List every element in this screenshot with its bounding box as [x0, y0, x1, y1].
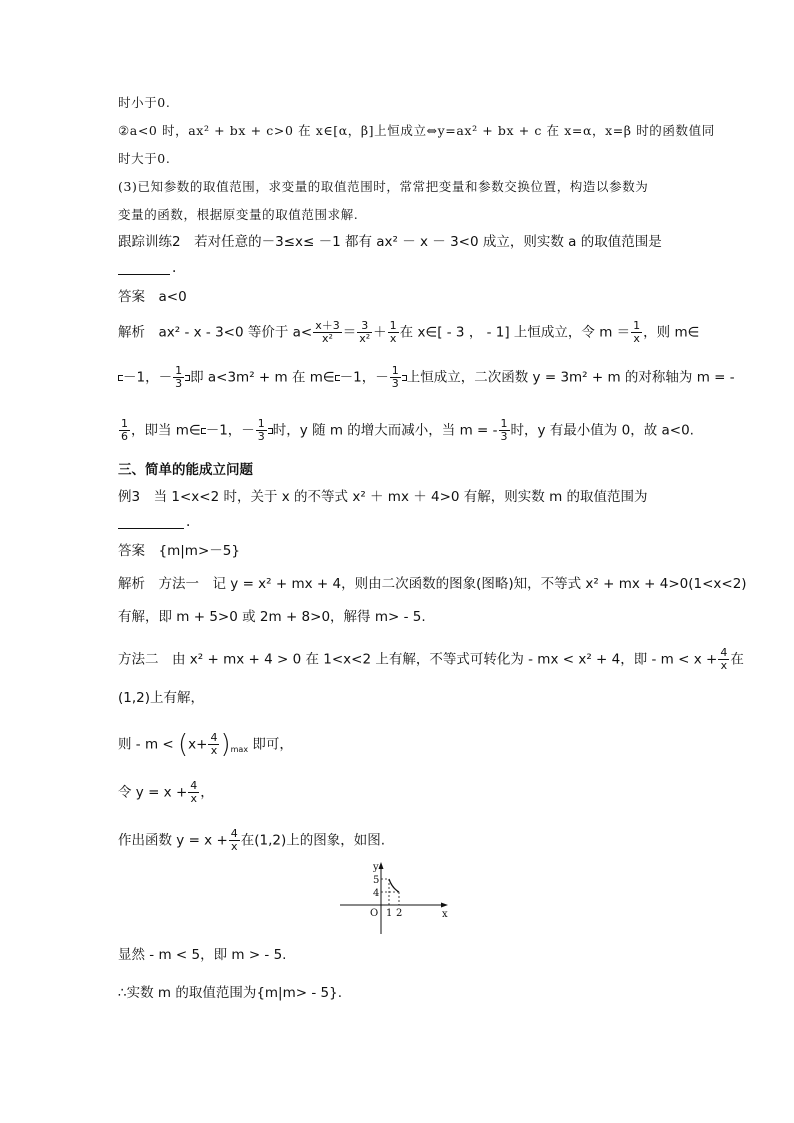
fraction: $\frac{4}{x}$ [720, 646, 728, 672]
fraction: $\frac{4}{x}$ [190, 779, 198, 805]
fraction: $\frac{1}{3}$ [175, 364, 183, 390]
analysis-text: 解析 ax² - x - 3<0 等价于 a< [118, 324, 313, 341]
fraction: $\frac{3}{\text{x²}}$ [359, 319, 371, 345]
analysis-text: 在 x∈[ - 3 ， - 1] 上恒成立，令 m ＝ [399, 324, 631, 341]
analysis-text: 即 a<3m² + m 在 m∈ [190, 369, 335, 386]
text-line: 时小于0. [118, 95, 171, 110]
y-axis-arrow [379, 862, 384, 869]
method2-line-2: (1,2)上有解， [118, 690, 205, 706]
method2-text: 方法二 由 x² + mx + 4 > 0 在 1<x<2 上有解，不等式可转化为 - mx < x² + 4，即 - m < x + [118, 651, 718, 668]
example-question: 例3 当 1<x<2 时，关于 x 的不等式 x² ＋ mx ＋ 4>0 有解，则实数 m 的取值范围为 [118, 489, 648, 505]
analysis-text: 上恒成立，二次函数 y = 3m² + m 的对称轴为 m = - [406, 369, 735, 386]
analysis-text: ，即当 m∈ [131, 422, 201, 439]
method2-line-3: 则 - m < (x+ $\frac{4}{x}$ )$_{max}$ 即可， [118, 729, 293, 760]
fraction: $\frac{x+3}{\text{x²}}$ [315, 319, 340, 345]
analysis-text: 时，y 有最小值为 0，故 a<0. [510, 422, 694, 439]
period: . [186, 514, 191, 530]
method2-text: 即可， [252, 736, 293, 753]
text-line: 时大于0. [118, 151, 171, 166]
method1-line-1: 解析 方法一 记 y = x² + mx + 4，则由二次函数的图象(图略)知，不等式 x² + mx + 4>0(1<x<2) [118, 576, 747, 592]
origin-label: O [370, 908, 379, 919]
text-line: 变量的函数，根据原变量的取值范围求解. [118, 207, 359, 222]
analysis-line-1: 解析 ax² - x - 3<0 等价于 a< $\frac{x+3}{\text{x²}}$ ＝ $\frac{3}{\text{x²}}$ ＋ $\frac{1}{x}$ 在 x∈[ - 3 ， - 1] 上恒成立，令 m ＝ $\frac{1}{x}$ ，则 m∈ [118, 319, 700, 345]
section-heading: 三、简单的能成立问题 [118, 462, 253, 478]
fraction: $\frac{4}{x}$ [210, 731, 218, 757]
x-axis-label: x [442, 909, 448, 920]
tick-label-x: 2 [396, 908, 403, 919]
training-question: 跟踪训练2 若对任意的－3≤x≤ －1 都有 ax² － x － 3<0 成立，则实数 a 的取值范围是 [118, 234, 662, 250]
fraction: $\frac{1}{3}$ [257, 417, 265, 443]
tick-label-y: 4 [373, 888, 380, 899]
answer-blank [118, 528, 184, 529]
method2-line-1: 方法二 由 x² + mx + 4 > 0 在 1<x<2 上有解，不等式可转化为 - mx < x² + 4，即 - m < x + $\frac{4}{x}$ 在 [118, 646, 744, 672]
fraction: $\frac{1}{6}$ [121, 417, 128, 443]
fraction: $\frac{1}{3}$ [500, 417, 508, 443]
method1-line-2: 有解，即 m + 5>0 或 2m + 8>0，解得 m> - 5. [118, 609, 426, 625]
text-line: (3)已知参数的取值范围，求变量的取值范围时，常常把变量和参数交换位置，构造以参数为 [118, 179, 649, 194]
answer-line: 答案 {m|m>－5} [118, 543, 240, 559]
method2-line-4: 令 y = x + $\frac{4}{x}$ ， [118, 779, 214, 805]
function-graph [340, 858, 455, 938]
conclusion-line-1: 显然 - m < 5，即 m > - 5. [118, 947, 287, 963]
tick-label-x: 1 [386, 908, 393, 919]
tick-label-y: 5 [373, 875, 380, 886]
text-line: ②a<0 时，ax² + bx + c>0 在 x∈[α，β]上恒成立⇔y=ax² + bx + c 在 x=α，x=β 时的函数值同 [118, 123, 715, 138]
x-axis-arrow [441, 903, 448, 908]
method2-line-5: 作出函数 y = x + $\frac{4}{x}$ 在(1,2)上的图象，如图. [118, 827, 386, 853]
fraction: $\frac{4}{x}$ [230, 827, 238, 853]
fraction: $\frac{1}{3}$ [391, 364, 399, 390]
method2-text: 则 - m < [118, 736, 174, 753]
fraction: $\frac{1}{x}$ [389, 319, 397, 345]
analysis-line-3: $\frac{1}{6}$ ，即当 m∈ －1，－ $\frac{1}{3}$ 时，y 随 m 的增大而减小，当 m = - $\frac{1}{3}$ 时，y 有最小值为 0，故 a<0. [121, 417, 694, 443]
function-curve [389, 879, 399, 892]
answer-blank [118, 274, 170, 275]
answer-line: 答案 a<0 [118, 289, 187, 305]
y-axis-label: y [373, 862, 379, 873]
period: . [172, 260, 177, 276]
analysis-text: ，则 m∈ [643, 324, 700, 341]
analysis-text: 时，y 随 m 的增大而减小，当 m = - [272, 422, 498, 439]
fraction: $\frac{1}{x}$ [633, 319, 641, 345]
conclusion-line-2: ∴实数 m 的取值范围为{m|m> - 5}. [118, 985, 342, 1001]
analysis-line-2: －1，－ $\frac{1}{3}$ 即 a<3m² + m 在 m∈ －1，－ $\frac{1}{3}$ 上恒成立，二次函数 y = 3m² + m 的对称轴为 m = - [118, 365, 735, 390]
